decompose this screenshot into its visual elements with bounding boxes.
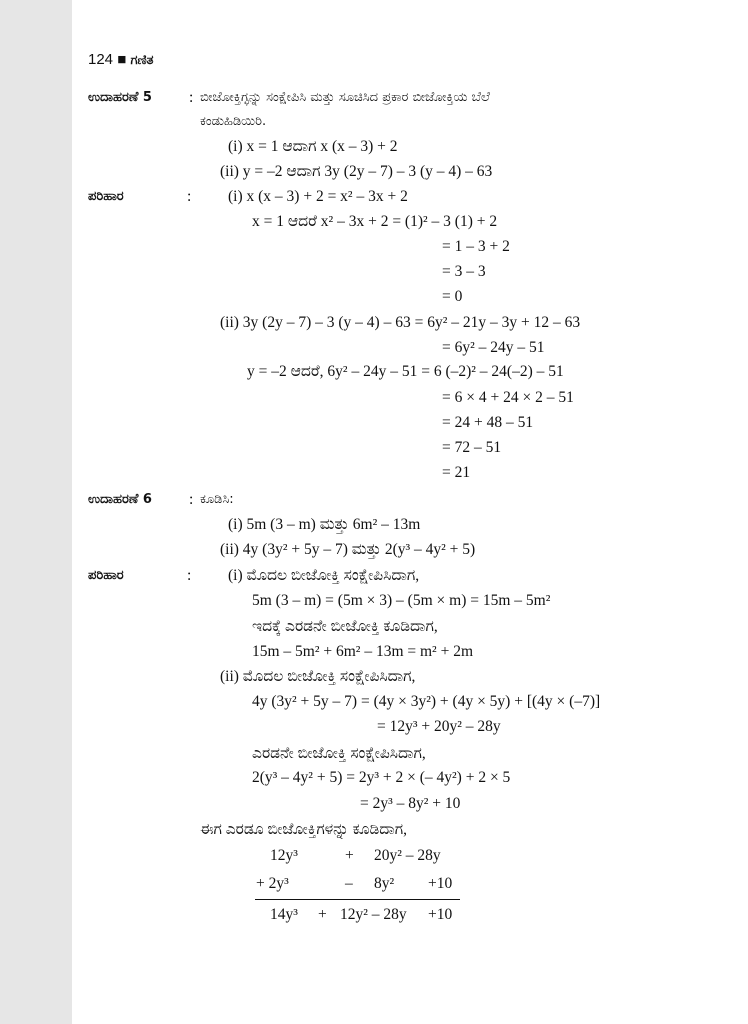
left-margin-bar <box>0 0 72 1024</box>
sum-term: 8y² <box>374 875 395 892</box>
solution-6-line: ಈಗ ಎರಡೂ ಬೀಜೋಕ್ತಿಗಳನ್ನು ಕೂಡಿದಾಗ, <box>200 821 408 838</box>
sum-operator: + <box>318 906 327 923</box>
sum-term: 12y² – 28y <box>340 906 407 923</box>
example-5-label: ಉದಾಹರಣೆ 5 <box>88 90 152 105</box>
example-6-colon: : <box>189 491 194 508</box>
solution-5-line: = 72 – 51 <box>442 439 502 456</box>
solution-6-line: 5m (3 – m) = (5m × 3) – (5m × m) = 15m – 5m² <box>252 592 551 609</box>
sum-rule <box>255 899 460 900</box>
sum-operator: + <box>345 847 354 864</box>
solution-6-colon: : <box>187 567 192 584</box>
section-title: ಗಣಿತ <box>130 53 154 68</box>
example-5-text-1: ಬೀಜೋಕ್ತಿಗ್ಳನ್ನು ಸಂಕ್ಷೇಪಿಸಿ ಮತ್ತು ಸೂಚಿಸಿದ ಪ್ರಕಾರ ಬೀಜೋಕ್ತಿಯ ಬೆಲೆ <box>200 90 490 105</box>
sum-term: +10 <box>428 906 453 923</box>
solution-6-line: 4y (3y² + 5y – 7) = (4y × 3y²) + (4y × 5y) + [(4y × (–7)] <box>252 693 601 710</box>
solution-6-line: ಎರಡನೇ ಬೀಜೋಕ್ತಿ ಸಂಕ್ಷೇಪಿಸಿದಾಗ, <box>252 745 426 762</box>
page-header <box>88 50 154 71</box>
solution-5-line: = 21 <box>442 464 471 481</box>
example-6-question-1: (i) 5m (3 – m) ಮತ್ತು 6m² – 13m <box>228 516 421 533</box>
example-5-question-2: (ii) y = –2 ಆದಾಗ 3y (2y – 7) – 3 (y – 4) – 63 <box>220 163 493 180</box>
solution-5-line: = 24 + 48 – 51 <box>442 414 534 431</box>
example-5-colon: : <box>189 89 194 106</box>
solution-5-label: ಪರಿಹಾರ <box>88 189 124 204</box>
solution-5-line: = 6y² – 24y – 51 <box>442 339 545 356</box>
solution-5-line: = 1 – 3 + 2 <box>442 238 510 255</box>
example-5-text-2: ಕಂಡುಹಿಡಿಯಿರಿ. <box>200 114 267 129</box>
solution-6-line: ಇದಕ್ಕೆ ಎರಡನೇ ಬೀಜೋಕ್ತಿ ಕೂಡಿದಾಗ, <box>252 618 438 635</box>
solution-5-line: x = 1 ಆದರೆ x² – 3x + 2 = (1)² – 3 (1) + 2 <box>252 213 498 230</box>
solution-5-line: (ii) 3y (2y – 7) – 3 (y – 4) – 63 = 6y² – 21y – 3y + 12 – 63 <box>220 314 581 331</box>
page-number: 124 <box>88 51 114 68</box>
example-6-label: ಉದಾಹರಣೆ 6 <box>88 492 152 507</box>
solution-6-label: ಪರಿಹಾರ <box>88 568 124 583</box>
sum-operator: – <box>345 875 353 892</box>
solution-6-line: (ii) ಮೊದಲ ಬೀಜೋಕ್ತಿ ಸಂಕ್ಷೇಪಿಸಿದಾಗ, <box>220 668 416 685</box>
example-6-text: ಕೂಡಿಸಿ: <box>200 492 234 507</box>
solution-6-line: (i) ಮೊದಲ ಬೀಜೋಕ್ತಿ ಸಂಕ್ಷೇಪಿಸಿದಾಗ, <box>228 567 420 584</box>
solution-5-line: = 0 <box>442 288 463 305</box>
solution-5-line: = 3 – 3 <box>442 263 486 280</box>
sum-term: +10 <box>428 875 453 892</box>
solution-6-line: = 2y³ – 8y² + 10 <box>360 795 461 812</box>
example-5-question-1: (i) x = 1 ಆದಾಗ x (x – 3) + 2 <box>228 138 398 155</box>
solution-6-line: 15m – 5m² + 6m² – 13m = m² + 2m <box>252 643 474 660</box>
solution-5-line: = 6 × 4 + 24 × 2 – 51 <box>442 389 574 406</box>
example-6-question-2: (ii) 4y (3y² + 5y – 7) ಮತ್ತು 2(y³ – 4y² + 5) <box>220 541 476 558</box>
solution-6-line: 2(y³ – 4y² + 5) = 2y³ + 2 × (– 4y²) + 2 × 5 <box>252 769 511 786</box>
sum-term: + 2y³ <box>256 875 289 892</box>
solution-5-line: (i) x (x – 3) + 2 = x² – 3x + 2 <box>228 188 408 205</box>
header-marker: ■ <box>117 51 127 68</box>
solution-5-colon: : <box>187 188 192 205</box>
solution-6-line: = 12y³ + 20y² – 28y <box>377 718 501 735</box>
sum-term: 14y³ <box>270 906 298 923</box>
sum-term: 20y² – 28y <box>374 847 441 864</box>
sum-term: 12y³ <box>270 847 298 864</box>
solution-5-line: y = –2 ಆದರೆ, 6y² – 24y – 51 = 6 (–2)² – 24(–2) – 51 <box>247 363 564 380</box>
